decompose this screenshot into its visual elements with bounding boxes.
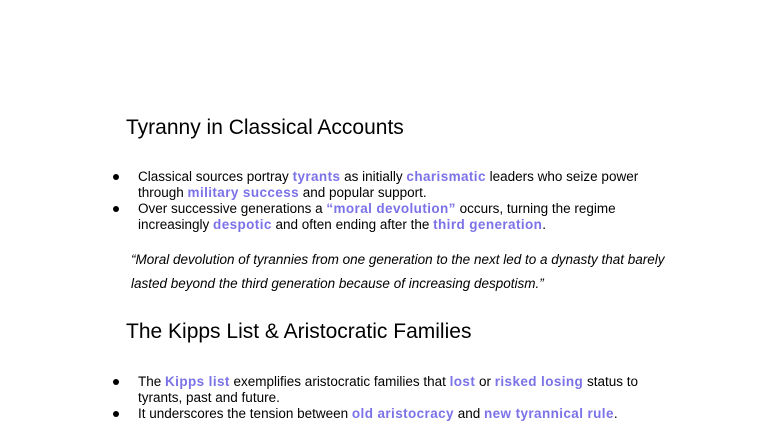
highlight-term: new tyrannical rule xyxy=(483,406,614,421)
bullet-text xyxy=(138,406,618,421)
highlight-term: despotic xyxy=(213,217,272,232)
highlight-term: risked losing xyxy=(494,374,584,389)
text-segment: The xyxy=(138,374,166,389)
bullet-text xyxy=(138,201,616,232)
block-quote: “Moral devolution of tyrannies from one generation to the next led to a dynasty that barely lasted beyond the third generation because of increasing despotism.” xyxy=(131,252,665,291)
text-segment: It underscores the tension between xyxy=(138,406,352,421)
text-segment: as initially xyxy=(340,169,407,184)
text-segment: and popular support. xyxy=(299,185,427,200)
text-segment: Over successive generations a xyxy=(138,201,327,216)
text-segment: exemplifies aristocratic families that xyxy=(229,374,450,389)
text-segment: and xyxy=(453,406,484,421)
kipps-bullet-list xyxy=(113,374,673,422)
text-segment: and often ending after the xyxy=(271,217,434,232)
highlight-term: Kipps list xyxy=(165,374,230,389)
highlight-term: tyrants xyxy=(292,169,341,184)
bullet-item xyxy=(113,201,673,233)
section-heading-tyranny: Tyranny in Classical Accounts xyxy=(126,116,404,139)
tyranny-bullet-list xyxy=(113,169,673,233)
text-segment: Classical sources portray xyxy=(138,169,293,184)
text-segment: status to tyrants, past and future. xyxy=(138,374,638,405)
bullet-text xyxy=(138,169,638,200)
text-segment: leaders who seize power through xyxy=(138,169,639,200)
bullet-item xyxy=(113,374,673,406)
bullet-dot-icon xyxy=(113,411,119,417)
highlight-term: lost xyxy=(449,374,476,389)
bullet-item xyxy=(113,169,673,201)
text-segment: . xyxy=(542,217,547,232)
highlight-term: charismatic xyxy=(406,169,486,184)
section-heading-kipps-list: The Kipps List & Aristocratic Families xyxy=(126,320,472,343)
text-segment: . xyxy=(613,406,618,421)
bullet-text xyxy=(138,374,638,405)
bullet-dot-icon xyxy=(113,379,119,385)
text-segment: or xyxy=(475,374,495,389)
highlight-term: old aristocracy xyxy=(351,406,454,421)
bullet-dot-icon xyxy=(113,206,119,212)
highlight-term: “moral devolution” xyxy=(326,201,456,216)
bullet-dot-icon xyxy=(113,174,119,180)
highlight-term: military success xyxy=(187,185,300,200)
highlight-term: third generation xyxy=(433,217,543,232)
text-segment: occurs, turning the regime increasingly xyxy=(138,201,616,232)
bullet-item xyxy=(113,406,673,422)
